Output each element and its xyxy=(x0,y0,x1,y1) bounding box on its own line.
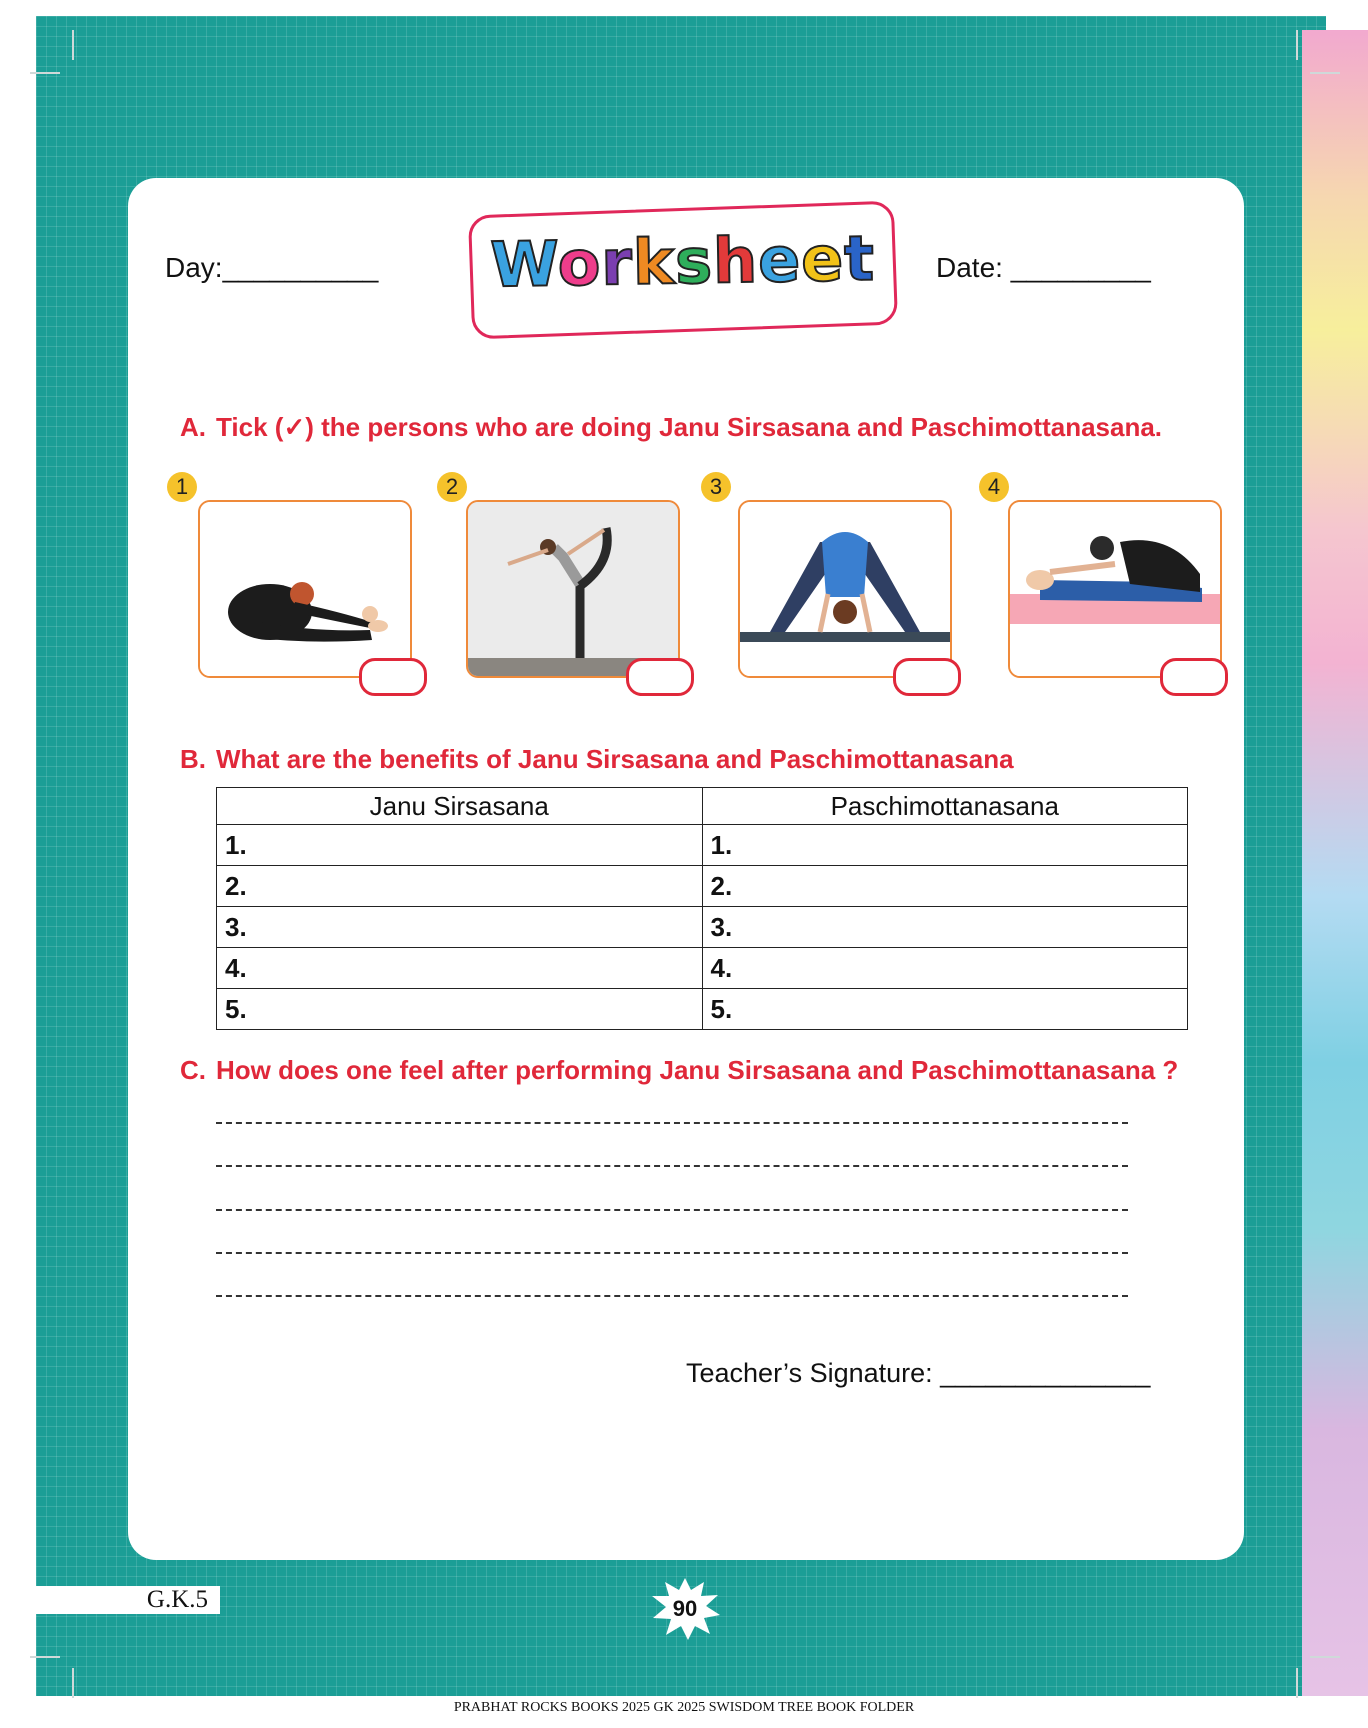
crop-mark xyxy=(30,72,60,74)
print-footer: PRABHAT ROCKS BOOKS 2025 GK 2025 SWISDOM TREE BOOK FOLDER xyxy=(453,1700,915,1715)
answer-line[interactable] xyxy=(216,1209,1128,1211)
section-a-title: Tick (✓) the persons who are doing Janu Sirsasana and Paschimottanasana. xyxy=(216,412,1163,442)
worksheet-logo-text xyxy=(472,221,893,301)
answer-line[interactable] xyxy=(216,1252,1128,1254)
section-b-title: What are the benefits of Janu Sirsasana and Paschimottanasana xyxy=(216,744,1014,774)
benefits-table xyxy=(216,787,1188,1030)
tick-box-3[interactable] xyxy=(893,658,961,696)
answer-cell[interactable]: 4. xyxy=(702,948,1188,989)
logo-letter: s xyxy=(674,224,714,299)
yoga-photo-1 xyxy=(198,500,412,678)
table-row xyxy=(217,907,1188,948)
crop-mark xyxy=(1296,1668,1298,1698)
image-number-badge: 2 xyxy=(437,472,467,502)
answer-line[interactable] xyxy=(216,1165,1128,1167)
table-row xyxy=(217,948,1188,989)
crop-mark xyxy=(1310,1656,1340,1658)
crop-mark xyxy=(30,1656,60,1658)
worksheet-logo xyxy=(468,201,898,340)
answer-cell[interactable]: 5. xyxy=(217,989,703,1030)
answer-cell[interactable]: 5. xyxy=(702,989,1188,1030)
answer-cell[interactable]: 3. xyxy=(217,907,703,948)
tick-box-4[interactable] xyxy=(1160,658,1228,696)
logo-letter: W xyxy=(489,227,559,302)
section-b-heading xyxy=(180,744,1014,775)
crop-mark xyxy=(1296,30,1298,60)
tick-box-2[interactable] xyxy=(626,658,694,696)
logo-letter: h xyxy=(712,223,759,298)
crop-mark xyxy=(1310,72,1340,74)
seated-forward-bend-illustration xyxy=(200,502,410,676)
yoga-photo-4 xyxy=(1008,500,1222,678)
logo-letter: k xyxy=(632,225,676,299)
column-header-paschimottanasana: Paschimottanasana xyxy=(702,788,1188,825)
logo-letter: r xyxy=(600,225,634,300)
answer-cell[interactable]: 4. xyxy=(217,948,703,989)
section-c-letter: C. xyxy=(180,1055,206,1085)
table-row xyxy=(217,825,1188,866)
table-row xyxy=(217,989,1188,1030)
logo-letter: t xyxy=(843,221,876,296)
section-c-title: How does one feel after performing Janu Sirsasana and Paschimottanasana ? xyxy=(216,1055,1179,1085)
section-a-heading xyxy=(180,412,1162,443)
book-label: G.K.5 xyxy=(36,1586,220,1614)
tick-box-1[interactable] xyxy=(359,658,427,696)
answer-cell[interactable]: 3. xyxy=(702,907,1188,948)
answer-line[interactable] xyxy=(216,1122,1128,1124)
image-number-badge: 4 xyxy=(979,472,1009,502)
answer-cell[interactable]: 1. xyxy=(217,825,703,866)
yoga-photo-3 xyxy=(738,500,952,678)
answer-line[interactable] xyxy=(216,1295,1128,1297)
answer-cell[interactable]: 2. xyxy=(702,866,1188,907)
logo-letter: e xyxy=(757,222,802,297)
logo-letter: o xyxy=(557,226,602,301)
yoga-photo-2 xyxy=(466,500,680,678)
dancer-pose-illustration xyxy=(468,502,678,676)
answer-cell[interactable]: 1. xyxy=(702,825,1188,866)
column-header-janu-sirsasana: Janu Sirsasana xyxy=(217,788,703,825)
logo-letter: e xyxy=(800,222,845,296)
table-row xyxy=(217,866,1188,907)
wide-leg-forward-bend-illustration xyxy=(740,502,950,676)
crop-mark xyxy=(72,30,74,60)
day-field[interactable]: Day:__________ xyxy=(165,252,379,283)
answer-cell[interactable]: 2. xyxy=(217,866,703,907)
section-a-letter: A. xyxy=(180,412,206,442)
crop-mark xyxy=(72,1668,74,1698)
teacher-signature-field[interactable]: Teacher’s Signature: ______________ xyxy=(686,1358,1151,1388)
image-number-badge: 1 xyxy=(167,472,197,502)
section-b-letter: B. xyxy=(180,744,206,774)
section-c-heading xyxy=(180,1055,1178,1086)
paschimottanasana-illustration xyxy=(1010,502,1220,676)
image-number-badge: 3 xyxy=(701,472,731,502)
date-field[interactable]: Date: _________ xyxy=(936,252,1151,283)
rainbow-side-strip xyxy=(1302,30,1368,1696)
page-number: 90 xyxy=(672,1596,698,1621)
